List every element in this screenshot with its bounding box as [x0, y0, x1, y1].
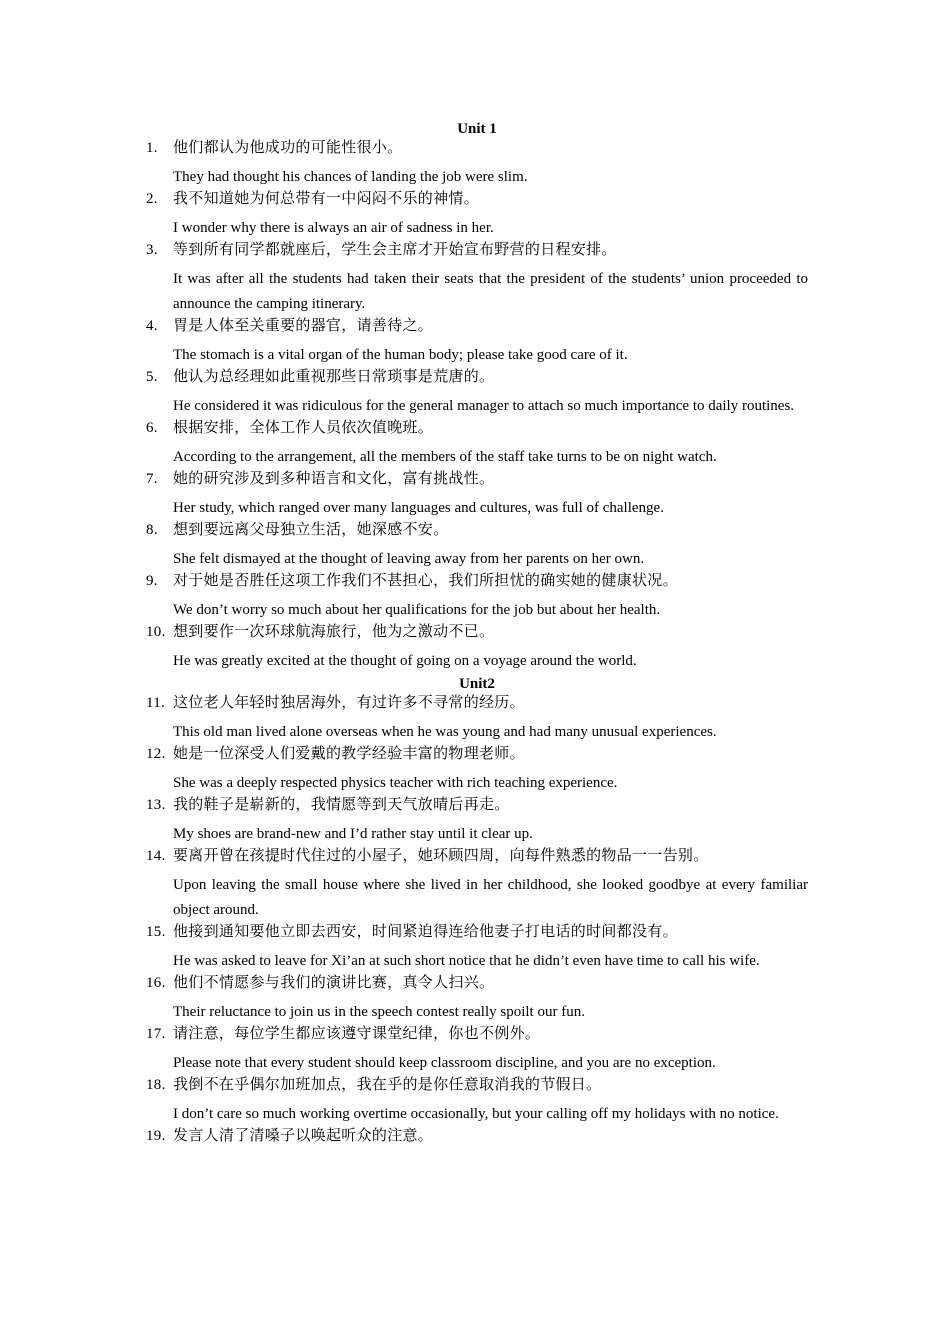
list-item	[146, 419, 808, 470]
chinese-sentence: 请注意，每位学生都应该遵守课堂纪律，你也不例外。	[173, 1026, 541, 1042]
list-item	[146, 368, 808, 419]
english-translation: It was after all the students had taken their seats that the president of the students’ union proceeded to announce the camping itinerary.	[173, 271, 808, 312]
item-number: 11.	[146, 695, 166, 711]
english-translation: This old man lived alone overseas when he was young and had many unusual experiences.	[173, 724, 717, 740]
unit-section-2	[146, 674, 808, 1146]
item-number: 17.	[146, 1026, 166, 1042]
chinese-sentence: 根据安排，全体工作人员依次值晚班。	[173, 420, 434, 436]
item-number: 8.	[146, 522, 158, 538]
unit-section-1	[146, 119, 808, 674]
english-translation: We don’t worry so much about her qualifications for the job but about her health.	[173, 602, 661, 618]
chinese-sentence: 她的研究涉及到多种语言和文化，富有挑战性。	[173, 471, 495, 487]
item-number: 4.	[146, 318, 158, 334]
item-number: 6.	[146, 420, 158, 436]
english-translation: I wonder why there is always an air of sadness in her.	[173, 220, 494, 236]
item-number: 3.	[146, 242, 158, 258]
item-number: 16.	[146, 975, 166, 991]
chinese-sentence: 想到要远离父母独立生活，她深感不安。	[173, 522, 449, 538]
english-translation: Upon leaving the small house where she lived in her childhood, she looked goodbye at every familiar object around.	[173, 877, 808, 918]
list-item	[146, 1025, 808, 1076]
english-translation: I don’t care so much working overtime occasionally, but your calling off my holidays with no notice.	[173, 1106, 779, 1122]
english-translation: Their reluctance to join us in the speech contest really spoilt our fun.	[173, 1004, 585, 1020]
english-translation: The stomach is a vital organ of the human body; please take good care of it.	[173, 347, 628, 363]
list-item	[146, 190, 808, 241]
list-item	[146, 241, 808, 317]
chinese-sentence: 她是一位深受人们爱戴的教学经验丰富的物理老师。	[173, 746, 525, 762]
chinese-sentence: 这位老人年轻时独居海外，有过许多不寻常的经历。	[173, 695, 525, 711]
item-number: 12.	[146, 746, 166, 762]
list-item	[146, 317, 808, 368]
list-item	[146, 1127, 808, 1146]
list-item	[146, 572, 808, 623]
english-translation: He considered it was ridiculous for the general manager to attach so much importance to daily routines.	[173, 398, 795, 414]
item-number: 13.	[146, 797, 166, 813]
item-number: 18.	[146, 1077, 166, 1093]
chinese-sentence: 我不知道她为何总带有一中闷闷不乐的神情。	[173, 191, 480, 207]
list-item	[146, 470, 808, 521]
chinese-sentence: 要离开曾在孩提时代住过的小屋子，她环顾四周，向每件熟悉的物品一一告别。	[173, 848, 709, 864]
chinese-sentence: 我倒不在乎偶尔加班加点，我在乎的是你任意取消我的节假日。	[173, 1077, 602, 1093]
english-translation: According to the arrangement, all the members of the staff take turns to be on night watch.	[173, 449, 717, 465]
chinese-sentence: 对于她是否胜任这项工作我们不甚担心，我们所担忧的确实她的健康状况。	[173, 573, 678, 589]
item-number: 2.	[146, 191, 158, 207]
list-item	[146, 796, 808, 847]
english-translation: She was a deeply respected physics teacher with rich teaching experience.	[173, 775, 618, 791]
list-item	[146, 1076, 808, 1127]
item-number: 7.	[146, 471, 158, 487]
chinese-sentence: 等到所有同学都就座后，学生会主席才开始宣布野营的日程安排。	[173, 242, 617, 258]
chinese-sentence: 他接到通知要他立即去西安，时间紧迫得连给他妻子打电话的时间都没有。	[173, 924, 678, 940]
chinese-sentence: 想到要作一次环球航海旅行，他为之激动不已。	[173, 624, 495, 640]
item-number: 19.	[146, 1128, 166, 1144]
chinese-sentence: 我的鞋子是崭新的，我情愿等到天气放晴后再走。	[173, 797, 510, 813]
list-item	[146, 521, 808, 572]
english-translation: They had thought his chances of landing the job were slim.	[173, 169, 528, 185]
list-item	[146, 139, 808, 190]
document-body	[146, 119, 808, 1146]
chinese-sentence: 发言人清了清嗓子以唤起听众的注意。	[173, 1128, 434, 1144]
list-item	[146, 694, 808, 745]
item-number: 9.	[146, 573, 158, 589]
english-translation: Her study, which ranged over many languages and cultures, was full of challenge.	[173, 500, 664, 516]
chinese-sentence: 他认为总经理如此重视那些日常琐事是荒唐的。	[173, 369, 495, 385]
item-number: 15.	[146, 924, 166, 940]
list-item	[146, 745, 808, 796]
english-translation: My shoes are brand-new and I’d rather stay until it clear up.	[173, 826, 533, 842]
chinese-sentence: 他们不情愿参与我们的演讲比赛，真令人扫兴。	[173, 975, 495, 991]
chinese-sentence: 他们都认为他成功的可能性很小。	[173, 140, 403, 156]
item-number: 1.	[146, 140, 158, 156]
english-translation: He was greatly excited at the thought of going on a voyage around the world.	[173, 653, 637, 669]
item-number: 14.	[146, 848, 166, 864]
english-translation: Please note that every student should keep classroom discipline, and you are no exception.	[173, 1055, 716, 1071]
item-number: 5.	[146, 369, 158, 385]
chinese-sentence: 胃是人体至关重要的器官，请善待之。	[173, 318, 434, 334]
unit-title: Unit 1	[457, 121, 497, 137]
list-item	[146, 974, 808, 1025]
english-translation: He was asked to leave for Xi’an at such short notice that he didn’t even have time to call his wife.	[173, 953, 760, 969]
unit-title: Unit2	[459, 676, 495, 692]
list-item	[146, 923, 808, 974]
list-item	[146, 623, 808, 674]
english-translation: She felt dismayed at the thought of leaving away from her parents on her own.	[173, 551, 645, 567]
list-item	[146, 847, 808, 923]
item-number: 10.	[146, 624, 166, 640]
